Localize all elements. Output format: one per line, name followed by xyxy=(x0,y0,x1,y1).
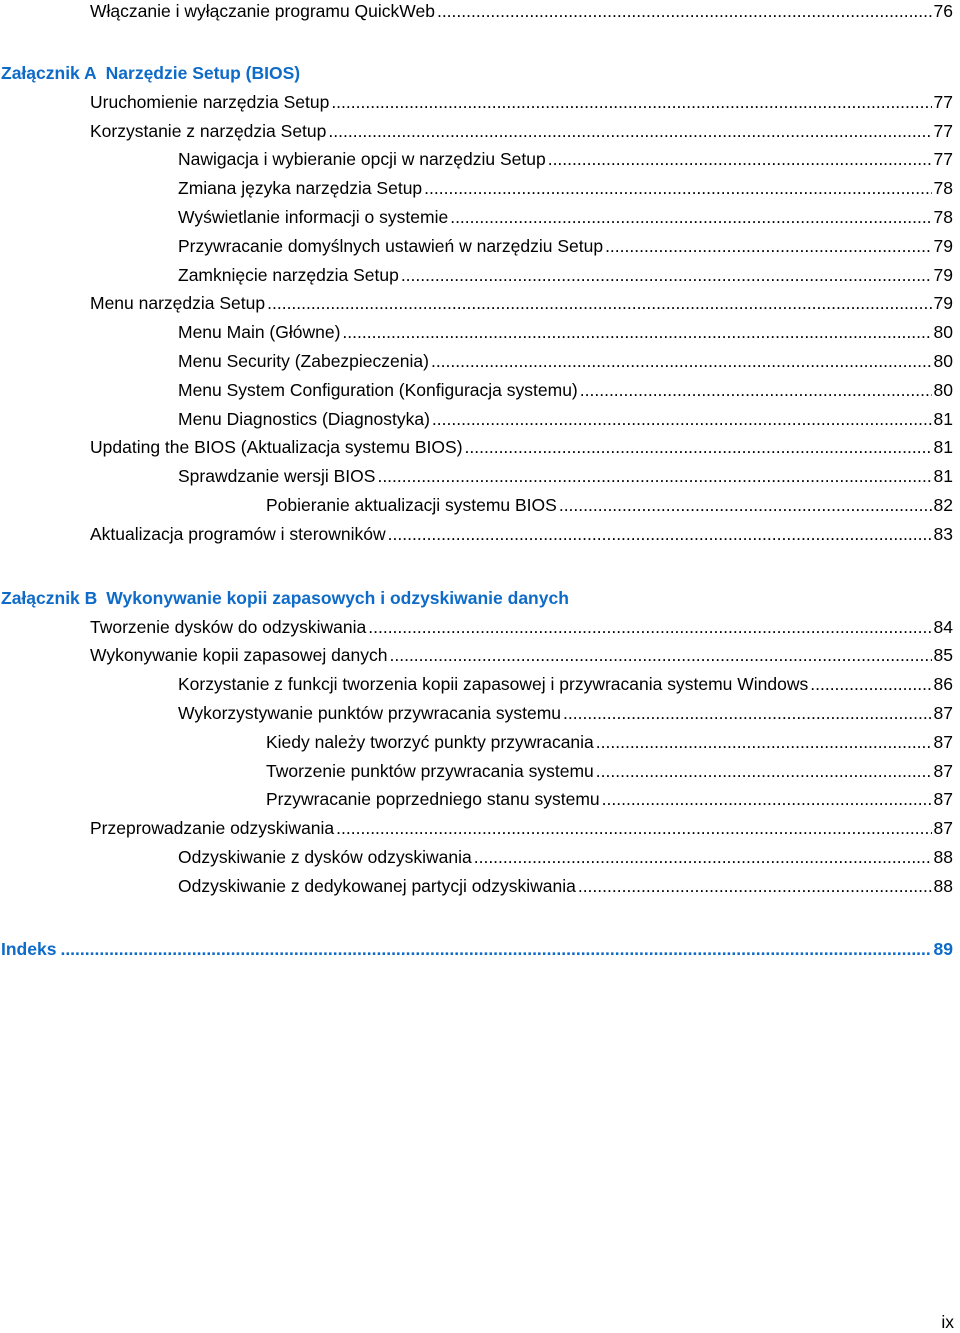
toc-entry[interactable] xyxy=(90,642,953,668)
toc-entry[interactable] xyxy=(178,233,953,259)
dot-leader xyxy=(368,614,931,640)
dot-leader xyxy=(559,492,932,518)
dot-leader xyxy=(431,348,932,374)
dot-leader xyxy=(336,815,931,841)
toc-entry[interactable] xyxy=(90,0,953,24)
toc-entry-label: Wykonywanie kopii zapasowej danych xyxy=(90,645,388,665)
toc-entry-page: 82 xyxy=(933,495,953,515)
dot-leader xyxy=(596,758,932,784)
toc-entry-label: Tworzenie punktów przywracania systemu xyxy=(266,761,594,781)
page-number: ix xyxy=(941,1312,954,1332)
toc-entry-label: Pobieranie aktualizacji systemu BIOS xyxy=(266,495,557,515)
toc-entry-page: 80 xyxy=(933,322,953,342)
toc-entry[interactable] xyxy=(90,614,953,640)
toc-entry-label: Nawigacja i wybieranie opcji w narzędziu Setup xyxy=(178,149,546,169)
toc-entry-label: Aktualizacja programów i sterowników xyxy=(90,524,386,544)
toc-entry[interactable] xyxy=(178,463,953,489)
toc-entry-page: 87 xyxy=(933,789,953,809)
toc-entry-page: 77 xyxy=(933,149,953,169)
dot-leader xyxy=(267,290,931,316)
index-page: 89 xyxy=(933,939,953,959)
toc-entry-label: Przywracanie poprzedniego stanu systemu xyxy=(266,789,600,809)
toc-entry[interactable] xyxy=(90,89,953,115)
toc-entry[interactable] xyxy=(178,175,953,201)
dot-leader xyxy=(605,233,931,259)
toc-entry-label: Korzystanie z narzędzia Setup xyxy=(90,121,327,141)
dot-leader xyxy=(580,377,932,403)
toc-entry-page: 79 xyxy=(933,236,953,256)
dot-leader xyxy=(437,0,932,24)
toc-entry[interactable] xyxy=(178,319,953,345)
toc-entry-page: 87 xyxy=(933,732,953,752)
toc-entry-page: 88 xyxy=(933,847,953,867)
toc-entry-page: 78 xyxy=(933,178,953,198)
toc-entry-page: 83 xyxy=(933,524,953,544)
appendix-a-prefix: Załącznik A xyxy=(1,63,97,83)
dot-leader xyxy=(602,786,932,812)
dot-leader xyxy=(578,873,932,899)
toc-entry-page: 81 xyxy=(933,466,953,486)
dot-leader xyxy=(810,671,931,697)
appendix-b-heading[interactable] xyxy=(1,585,569,611)
appendix-b-title: Wykonywanie kopii zapasowych i odzyskiwanie danych xyxy=(106,588,569,608)
toc-entry-label: Przywracanie domyślnych ustawień w narzędziu Setup xyxy=(178,236,604,256)
index-entry[interactable] xyxy=(1,936,953,962)
appendix-a-heading[interactable] xyxy=(1,60,300,86)
toc-entry-label: Uruchomienie narzędzia Setup xyxy=(90,92,330,112)
toc-entry-label: Menu Diagnostics (Diagnostyka) xyxy=(178,409,430,429)
toc-entry[interactable] xyxy=(178,671,953,697)
toc-entry-label: Włączanie i wyłączanie programu QuickWeb xyxy=(90,1,435,21)
toc-entry[interactable] xyxy=(90,434,953,460)
toc-entry-page: 79 xyxy=(933,265,953,285)
toc-entry-page: 80 xyxy=(933,380,953,400)
toc-entry[interactable] xyxy=(178,146,953,172)
toc-entry[interactable] xyxy=(178,377,953,403)
dot-leader xyxy=(390,642,932,668)
toc-entry-page: 80 xyxy=(933,351,953,371)
toc-entry-label: Odzyskiwanie z dedykowanej partycji odzyskiwania xyxy=(178,876,576,896)
toc-entry-label: Menu System Configuration (Konfiguracja systemu) xyxy=(178,380,578,400)
toc-entry-label: Zamknięcie narzędzia Setup xyxy=(178,265,399,285)
toc-entry[interactable] xyxy=(266,758,953,784)
dot-leader xyxy=(60,936,931,962)
dot-leader xyxy=(432,406,932,432)
dot-leader xyxy=(596,729,932,755)
toc-entry-label: Menu narzędzia Setup xyxy=(90,293,266,313)
toc-entry-label: Wykorzystywanie punktów przywracania systemu xyxy=(178,703,562,723)
toc-entry-page: 77 xyxy=(933,92,953,112)
dot-leader xyxy=(474,844,932,870)
toc-entry-page: 87 xyxy=(933,818,953,838)
dot-leader xyxy=(548,146,932,172)
toc-entry[interactable] xyxy=(90,118,953,144)
toc-entry-label: Menu Main (Główne) xyxy=(178,322,341,342)
dot-leader xyxy=(424,175,931,201)
toc-entry[interactable] xyxy=(178,844,953,870)
toc-entry[interactable] xyxy=(178,348,953,374)
toc-entry-page: 85 xyxy=(933,645,953,665)
toc-entry-page: 87 xyxy=(933,761,953,781)
toc-entry[interactable] xyxy=(90,290,953,316)
toc-entry-page: 81 xyxy=(933,409,953,429)
dot-leader xyxy=(563,700,932,726)
toc-entry-page: 78 xyxy=(933,207,953,227)
toc-entry-page: 77 xyxy=(933,121,953,141)
toc-entry-page: 88 xyxy=(933,876,953,896)
toc-entry[interactable] xyxy=(178,262,953,288)
toc-entry[interactable] xyxy=(178,204,953,230)
dot-leader xyxy=(401,262,932,288)
toc-entry-page: 87 xyxy=(933,703,953,723)
toc-entry-label: Sprawdzanie wersji BIOS xyxy=(178,466,376,486)
toc-entry-page: 81 xyxy=(933,437,953,457)
toc-entry[interactable] xyxy=(90,521,953,547)
dot-leader xyxy=(342,319,931,345)
toc-entry[interactable] xyxy=(90,815,953,841)
appendix-b-prefix: Załącznik B xyxy=(1,588,98,608)
toc-entry[interactable] xyxy=(266,492,953,518)
dot-leader xyxy=(388,521,932,547)
toc-entry-label: Kiedy należy tworzyć punkty przywracania xyxy=(266,732,594,752)
toc-entry-label: Menu Security (Zabezpieczenia) xyxy=(178,351,429,371)
toc-entry-label: Odzyskiwanie z dysków odzyskiwania xyxy=(178,847,472,867)
toc-entry[interactable] xyxy=(178,406,953,432)
toc-entry-label: Przeprowadzanie odzyskiwania xyxy=(90,818,335,838)
dot-leader xyxy=(450,204,931,230)
toc-entry-label: Updating the BIOS (Aktualizacja systemu BIOS) xyxy=(90,437,463,457)
toc-entry-page: 79 xyxy=(933,293,953,313)
dot-leader xyxy=(331,89,931,115)
toc-entry[interactable] xyxy=(266,729,953,755)
appendix-a-title: Narzędzie Setup (BIOS) xyxy=(105,63,301,83)
toc-entry[interactable] xyxy=(178,873,953,899)
dot-leader xyxy=(465,434,932,460)
toc-entry-label: Wyświetlanie informacji o systemie xyxy=(178,207,449,227)
toc-entry-page: 76 xyxy=(933,1,953,21)
toc-entry-label: Korzystanie z funkcji tworzenia kopii zapasowej i przywracania systemu Windows xyxy=(178,674,809,694)
dot-leader xyxy=(328,118,931,144)
toc-entry-label: Tworzenie dysków do odzyskiwania xyxy=(90,617,367,637)
toc-entry-page: 86 xyxy=(933,674,953,694)
dot-leader xyxy=(377,463,931,489)
toc-entry[interactable] xyxy=(178,700,953,726)
toc-entry[interactable] xyxy=(266,786,953,812)
index-label: Indeks xyxy=(1,939,57,959)
toc-entry-page: 84 xyxy=(933,617,953,637)
toc-entry-label: Zmiana języka narzędzia Setup xyxy=(178,178,423,198)
